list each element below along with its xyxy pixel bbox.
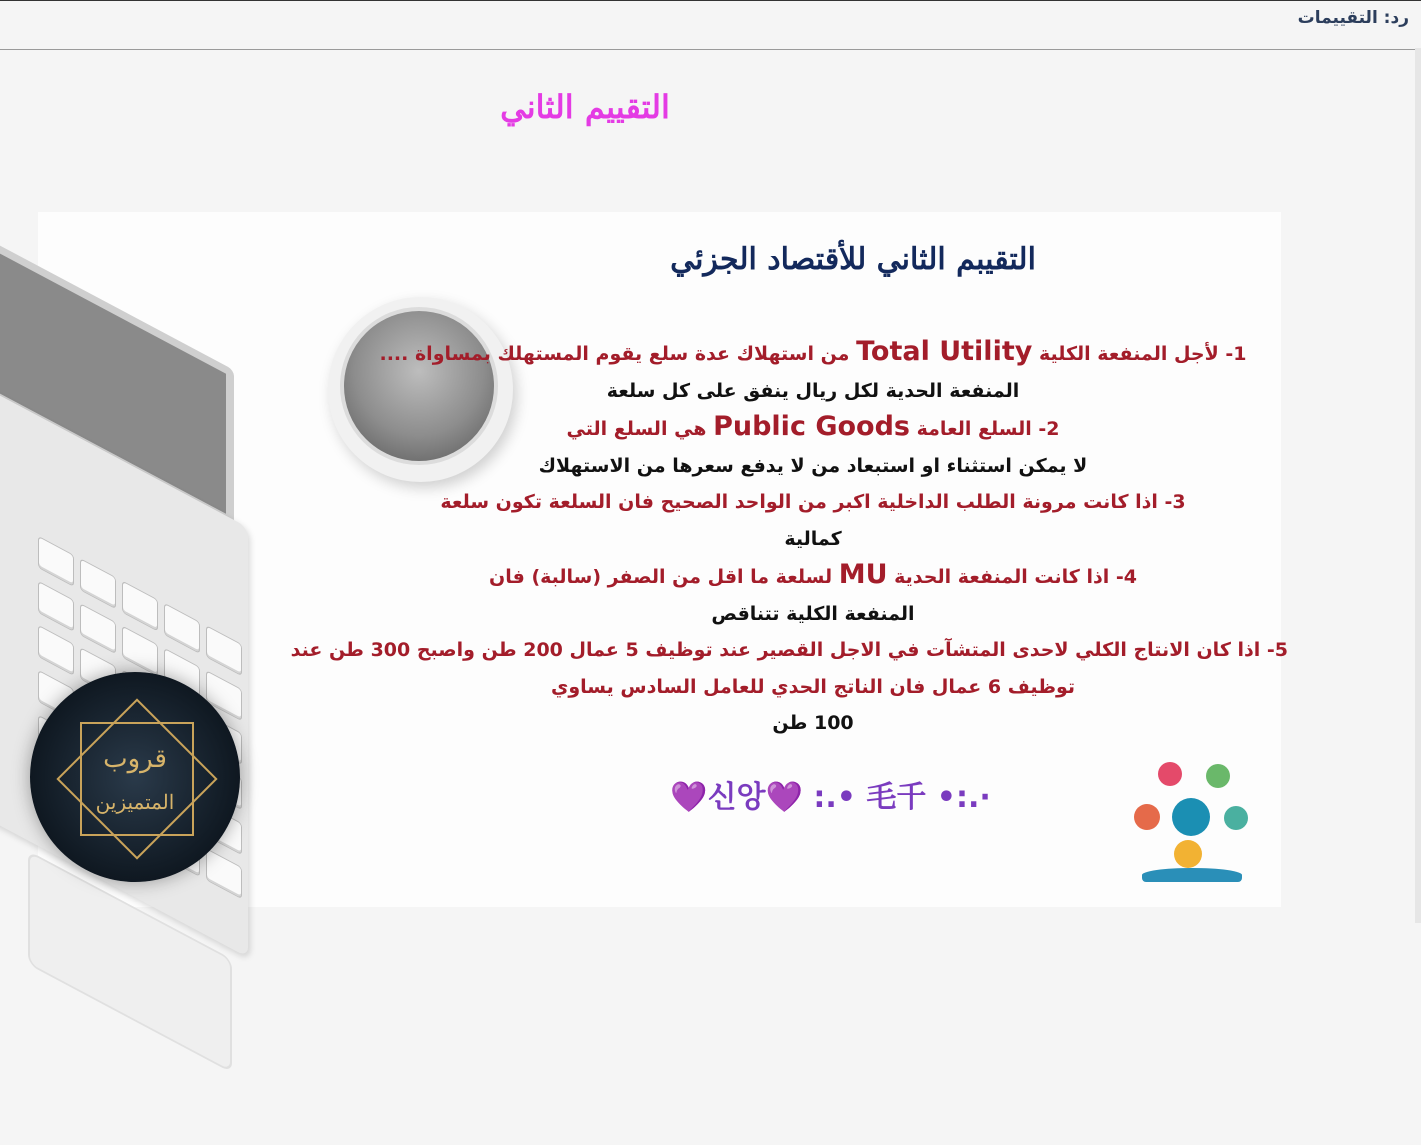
answer-3: كمالية: [784, 527, 842, 550]
scrollbar[interactable]: [1415, 48, 1421, 923]
term-mu: MU: [838, 559, 888, 590]
answer-4: المنفعة الكلية تتناقص: [711, 602, 915, 625]
answer-1: المنفعة الحدية لكل ريال ينفق على كل سلعة: [606, 379, 1020, 402]
touchpad: [28, 850, 232, 1072]
question-5-line1: 5- اذا كان الانتاج الكلي لاحدى المتشآت في الاجل القصير عند توظيف 5 عمال 200 طن واصبح 300 طن عند: [290, 639, 1288, 661]
logo-text-line1: قروب: [103, 744, 167, 774]
education-icon: [1128, 760, 1258, 890]
laptop-decoration: [0, 202, 338, 1145]
logo-text-line2: المتميزين: [95, 790, 175, 814]
book-icon: [1142, 868, 1242, 882]
post-subject: رد: التقييمات: [1297, 8, 1409, 28]
slide-title: التقيبم الثاني للأقتصاد الجزئي: [670, 242, 1036, 277]
graduation-cap-icon: [1172, 798, 1210, 836]
term-total-utility: Total Utility: [856, 336, 1033, 367]
post-header: [0, 0, 1421, 50]
questions-list: [290, 334, 1288, 742]
answer-5: 100 طن: [772, 712, 854, 734]
attached-image[interactable]: [38, 212, 1288, 907]
question-1: 1- لأجل المنفعة الكلية Total Utility من استهلاك عدة سلع يقوم المستهلك بمساواة ....: [379, 336, 1247, 367]
question-3: 3- اذا كانت مرونة الطلب الداخلية اكبر من الواحد الصحيح فان السلعة تكون سلعة: [440, 491, 1186, 513]
term-public-goods: Public Goods: [713, 411, 911, 442]
answer-2: لا يمكن استثناء او استبعاد من لا يدفع سعرها من الاستهلاك: [538, 454, 1088, 477]
signature: 💜신앙💜 :.• 毛千 •:.·: [670, 780, 991, 815]
post-heading: التقييم الثاني: [500, 88, 670, 126]
question-4: 4- اذا كانت المنفعة الحدية MU لسلعة ما اقل من الصفر (سالبة) فان: [489, 559, 1137, 590]
question-2: 2- السلع العامة Public Goods هي السلع التي: [566, 411, 1060, 442]
question-5-line2: توظيف 6 عمال فان الناتج الحدي للعامل السادس يساوي: [550, 675, 1076, 698]
group-logo: [30, 672, 240, 882]
